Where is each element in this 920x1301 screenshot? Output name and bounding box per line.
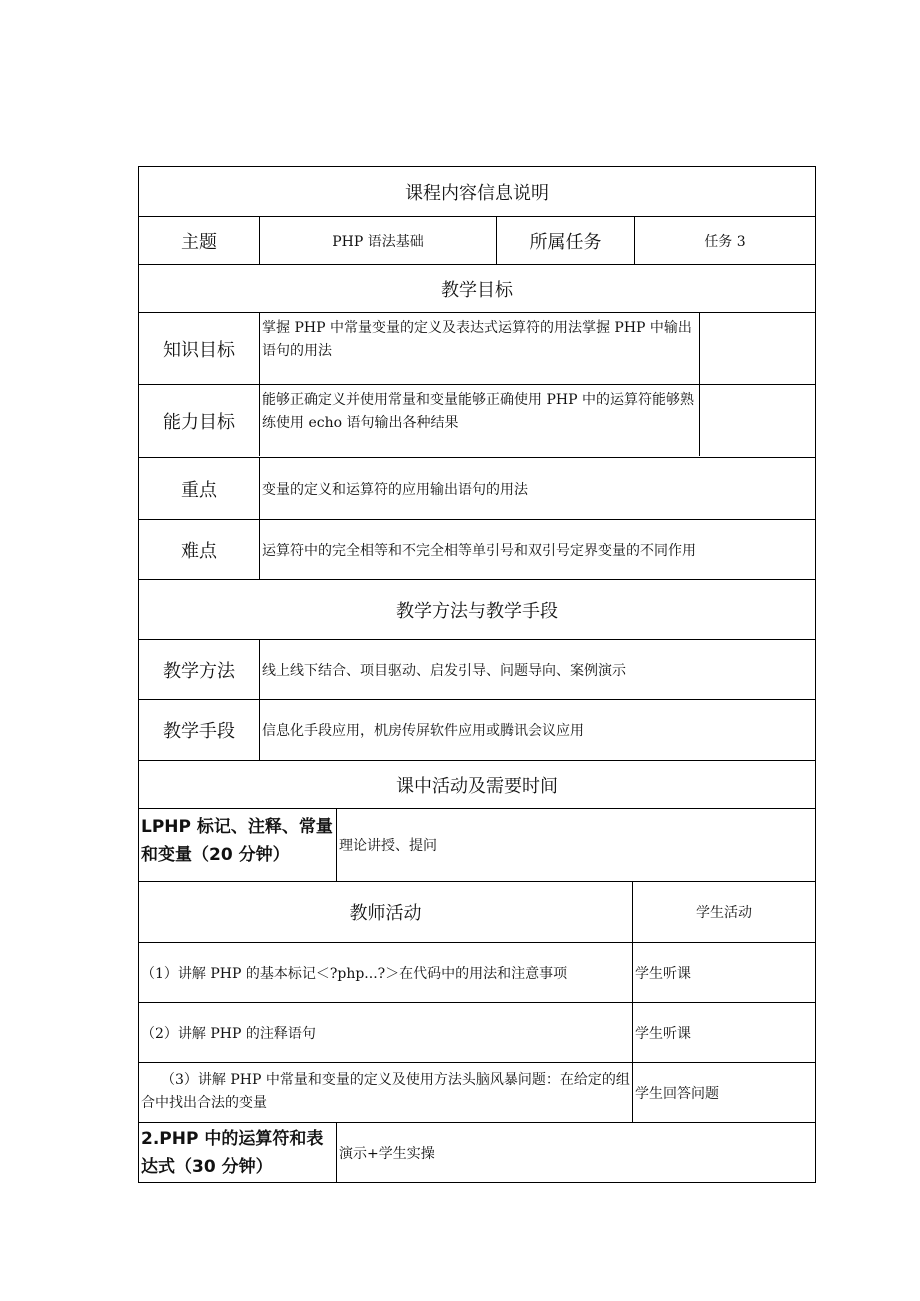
topic-row: [139, 216, 815, 264]
means-label: 教学手段: [163, 721, 235, 742]
student-activity: 学生听课: [632, 1003, 815, 1062]
methods-heading: 教学方法与教学手段: [396, 600, 558, 622]
section1-label: LPHP 标记、注释、常量和变量（20 分钟）: [141, 817, 333, 865]
teacher-activity: （2）讲解 PHP 的注释语句: [141, 1025, 316, 1042]
ability-label: 能力目标: [163, 412, 235, 433]
section2-text: 演示+学生实操: [336, 1123, 815, 1182]
student-activity: 学生听课: [632, 943, 815, 1002]
methods-heading-row: [139, 579, 815, 639]
knowledge-empty: [699, 313, 815, 384]
student-activity: 学生回答问题: [632, 1063, 815, 1122]
student-header: 学生活动: [632, 882, 815, 942]
key-point-row: [139, 457, 815, 519]
table-row: [139, 1002, 815, 1062]
method-label: 教学方法: [163, 660, 235, 682]
section2-row: [139, 1122, 815, 1182]
teacher-activity: （1）讲解 PHP 的基本标记＜?php...?＞在代码中的用法和注意事项: [141, 965, 568, 982]
knowledge-label: 知识目标: [163, 339, 235, 361]
section1-row: [139, 808, 815, 881]
table-row: [139, 942, 815, 1002]
topic-value: PHP 语法基础: [259, 217, 496, 264]
teacher-header: 教师活动: [349, 903, 422, 924]
difficulty-label: 难点: [181, 540, 217, 562]
knowledge-row: [139, 312, 815, 384]
key-point-text: 变量的定义和运算符的应用输出语句的用法: [259, 458, 815, 519]
activities-heading-row: [139, 760, 815, 808]
ability-row: [139, 384, 815, 457]
section1-text: 理论讲授、提问: [336, 809, 815, 881]
key-point-label: 重点: [181, 479, 217, 501]
activities-heading: 课中活动及需要时间: [396, 775, 558, 797]
activity-header-row: [139, 881, 815, 942]
objectives-heading-row: [139, 264, 815, 312]
course-info-table: [138, 166, 816, 1183]
task-value: 任务 3: [634, 217, 815, 264]
title-row: [139, 167, 815, 216]
task-label: 所属任务: [496, 217, 634, 264]
section2-label: 2.PHP 中的运算符和表达式（30 分钟）: [141, 1129, 324, 1177]
table-title: 课程内容信息说明: [405, 182, 549, 204]
ability-empty: [699, 385, 815, 456]
means-text: 信息化手段应用，机房传屏软件应用或腾讯会议应用: [259, 700, 815, 760]
difficulty-row: [139, 519, 815, 579]
objectives-heading: 教学目标: [441, 279, 513, 301]
teacher-activity: （3）讲解 PHP 中常量和变量的定义及使用方法头脑风暴问题：在给定的组合中找出合法的变量: [141, 1072, 630, 1111]
method-text: 线上线下结合、项目驱动、启发引导、问题导向、案例演示: [259, 640, 815, 699]
ability-text: 能够正确定义并使用常量和变量能够正确使用 PHP 中的运算符能够熟练使用 echo 语句输出各种结果: [259, 385, 699, 456]
method-row: [139, 639, 815, 699]
table-row: [139, 1062, 815, 1122]
means-row: [139, 699, 815, 760]
knowledge-text: 掌握 PHP 中常量变量的定义及表达式运算符的用法掌握 PHP 中输出语句的用法: [259, 313, 699, 384]
difficulty-text: 运算符中的完全相等和不完全相等单引号和双引号定界变量的不同作用: [259, 520, 815, 579]
topic-label: 主题: [181, 231, 217, 253]
